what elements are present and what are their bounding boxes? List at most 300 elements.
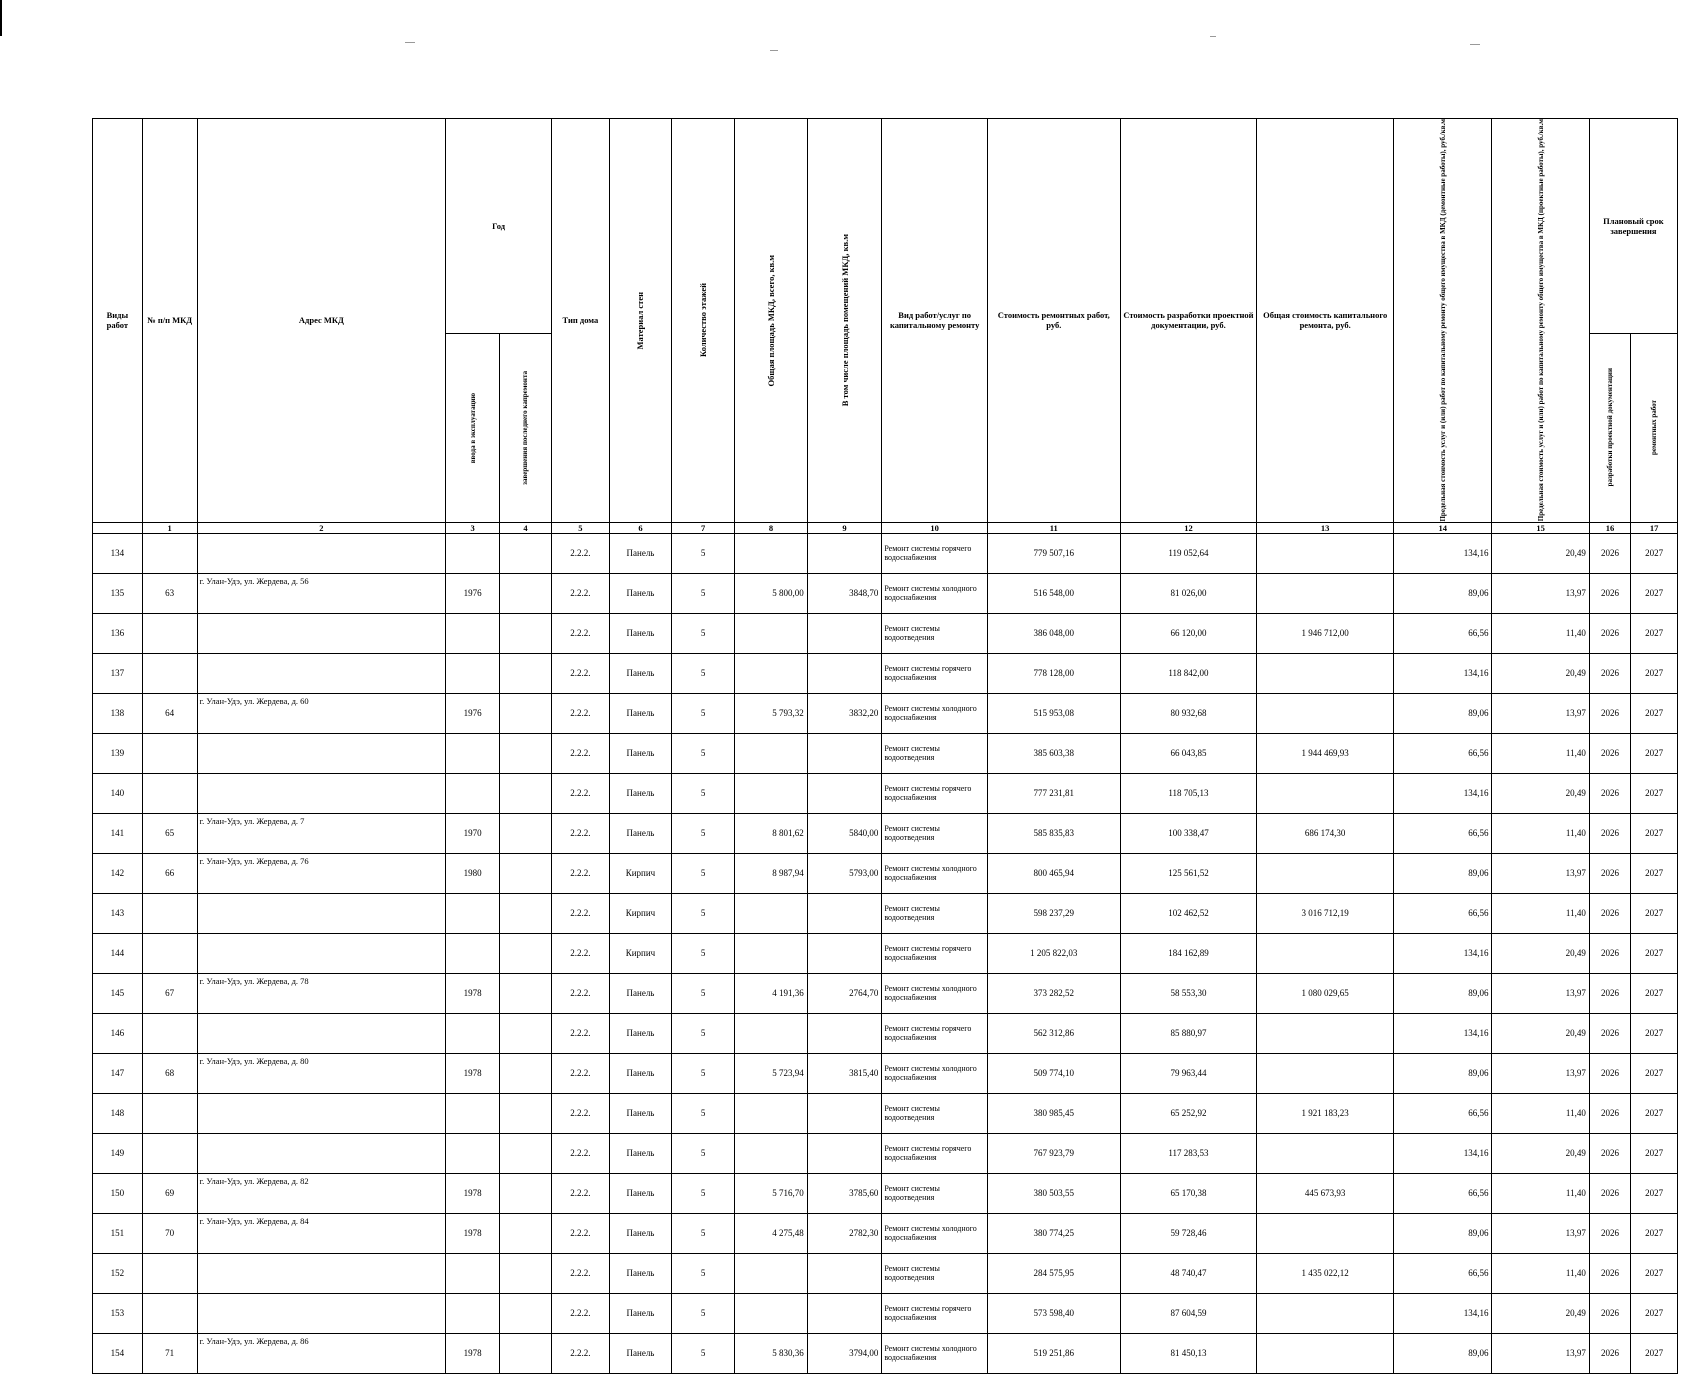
cell-limit-14: 134,16 xyxy=(1394,933,1492,973)
cell-limit-15: 13,97 xyxy=(1492,973,1589,1013)
cell-year-enter xyxy=(446,1013,500,1053)
table-row xyxy=(93,693,1678,733)
cell-wall-material: Панель xyxy=(609,1053,671,1093)
cell-n-mkd: 67 xyxy=(142,973,197,1013)
cell-year-last xyxy=(500,973,552,1013)
cell-floors: 5 xyxy=(672,853,735,893)
table-row xyxy=(93,813,1678,853)
cell-total-cost xyxy=(1257,1293,1394,1333)
cell-work-type: Ремонт системы горячего водоснабжения xyxy=(882,1133,988,1173)
cell-year-enter xyxy=(446,893,500,933)
cell-year-last xyxy=(500,1213,552,1253)
cell-house-type: 2.2.2. xyxy=(551,533,609,573)
cell-living-area: 3848,70 xyxy=(807,573,882,613)
cell-repair-cost: 380 985,45 xyxy=(987,1093,1120,1133)
capital-repair-table-sheet xyxy=(92,118,1678,1374)
cell-year-enter: 1976 xyxy=(446,573,500,613)
cell-address xyxy=(197,1293,446,1333)
cell-deadline-repair: 2027 xyxy=(1631,1213,1678,1253)
cell-repair-cost: 777 231,81 xyxy=(987,773,1120,813)
cell-repair-cost: 516 548,00 xyxy=(987,573,1120,613)
cell-year-last xyxy=(500,1093,552,1133)
cell-total-cost: 686 174,30 xyxy=(1257,813,1394,853)
cell-total-cost xyxy=(1257,773,1394,813)
cell-year-last xyxy=(500,933,552,973)
cell-design-cost: 118 705,13 xyxy=(1120,773,1257,813)
cell-limit-14: 89,06 xyxy=(1394,853,1492,893)
table-row xyxy=(93,653,1678,693)
cell-year-last xyxy=(500,893,552,933)
cell-n-mkd: 66 xyxy=(142,853,197,893)
cell-house-type: 2.2.2. xyxy=(551,773,609,813)
table-row xyxy=(93,1053,1678,1093)
cell-work-type: Ремонт системы водоотведения xyxy=(882,1173,988,1213)
cell-year-enter: 1976 xyxy=(446,693,500,733)
cell-design-cost: 48 740,47 xyxy=(1120,1253,1257,1293)
cell-work-type: Ремонт системы водоотведения xyxy=(882,1093,988,1133)
cell-limit-14: 66,56 xyxy=(1394,813,1492,853)
cell-n-mkd: 69 xyxy=(142,1173,197,1213)
cell-year-enter: 1980 xyxy=(446,853,500,893)
cell-vid: 146 xyxy=(93,1013,143,1053)
cell-deadline-repair: 2027 xyxy=(1631,1333,1678,1373)
cell-design-cost: 81 450,13 xyxy=(1120,1333,1257,1373)
cell-deadline-design: 2026 xyxy=(1589,1133,1630,1173)
table-row xyxy=(93,1213,1678,1253)
cell-vid: 136 xyxy=(93,613,143,653)
column-number-cell: 10 xyxy=(882,522,988,533)
cell-total-area: 8 987,94 xyxy=(735,853,808,893)
cell-limit-15: 13,97 xyxy=(1492,573,1589,613)
cell-limit-15: 20,49 xyxy=(1492,933,1589,973)
cell-limit-15: 20,49 xyxy=(1492,533,1589,573)
cell-total-area xyxy=(735,933,808,973)
cell-deadline-repair: 2027 xyxy=(1631,653,1678,693)
cell-total-area xyxy=(735,1293,808,1333)
cell-wall-material: Панель xyxy=(609,773,671,813)
cell-deadline-design: 2026 xyxy=(1589,773,1630,813)
cell-design-cost: 65 170,38 xyxy=(1120,1173,1257,1213)
header-vid-rabot: Виды работ xyxy=(93,119,143,523)
cell-limit-14: 89,06 xyxy=(1394,1333,1492,1373)
cell-living-area xyxy=(807,893,882,933)
cell-deadline-repair: 2027 xyxy=(1631,1173,1678,1213)
scan-artifact xyxy=(405,42,415,43)
cell-deadline-repair: 2027 xyxy=(1631,1293,1678,1333)
cell-total-cost xyxy=(1257,1213,1394,1253)
cell-deadline-design: 2026 xyxy=(1589,613,1630,653)
cell-deadline-repair: 2027 xyxy=(1631,1093,1678,1133)
cell-repair-cost: 519 251,86 xyxy=(987,1333,1120,1373)
cell-work-type: Ремонт системы горячего водоснабжения xyxy=(882,653,988,693)
cell-deadline-repair: 2027 xyxy=(1631,733,1678,773)
table-row xyxy=(93,613,1678,653)
cell-n-mkd: 65 xyxy=(142,813,197,853)
cell-n-mkd xyxy=(142,1013,197,1053)
cell-work-type: Ремонт системы холодного водоснабжения xyxy=(882,1333,988,1373)
cell-floors: 5 xyxy=(672,893,735,933)
cell-year-enter xyxy=(446,933,500,973)
table-row xyxy=(93,1133,1678,1173)
column-number-cell xyxy=(93,522,143,533)
cell-living-area xyxy=(807,1253,882,1293)
cell-limit-15: 13,97 xyxy=(1492,693,1589,733)
cell-living-area: 3815,40 xyxy=(807,1053,882,1093)
cell-vid: 152 xyxy=(93,1253,143,1293)
cell-limit-15: 13,97 xyxy=(1492,853,1589,893)
cell-limit-15: 11,40 xyxy=(1492,813,1589,853)
cell-deadline-design: 2026 xyxy=(1589,1213,1630,1253)
cell-limit-14: 89,06 xyxy=(1394,693,1492,733)
cell-wall-material: Панель xyxy=(609,533,671,573)
cell-vid: 145 xyxy=(93,973,143,1013)
cell-living-area xyxy=(807,653,882,693)
header-living-area: В том числе площадь помещений МКД, кв.м xyxy=(807,119,882,523)
cell-house-type: 2.2.2. xyxy=(551,1053,609,1093)
cell-work-type: Ремонт системы водоотведения xyxy=(882,733,988,773)
cell-house-type: 2.2.2. xyxy=(551,1013,609,1053)
cell-address xyxy=(197,773,446,813)
cell-work-type: Ремонт системы горячего водоснабжения xyxy=(882,1293,988,1333)
cell-house-type: 2.2.2. xyxy=(551,613,609,653)
cell-total-cost: 1 435 022,12 xyxy=(1257,1253,1394,1293)
cell-vid: 150 xyxy=(93,1173,143,1213)
header-floors: Количество этажей xyxy=(672,119,735,523)
column-number-cell: 11 xyxy=(987,522,1120,533)
cell-limit-15: 13,97 xyxy=(1492,1213,1589,1253)
cell-year-enter xyxy=(446,533,500,573)
cell-living-area xyxy=(807,533,882,573)
cell-deadline-repair: 2027 xyxy=(1631,1133,1678,1173)
cell-total-area: 4 275,48 xyxy=(735,1213,808,1253)
cell-wall-material: Кирпич xyxy=(609,893,671,933)
cell-n-mkd xyxy=(142,733,197,773)
cell-address: г. Улан-Удэ, ул. Жердева, д. 60 xyxy=(197,693,446,733)
cell-house-type: 2.2.2. xyxy=(551,853,609,893)
cell-wall-material: Панель xyxy=(609,613,671,653)
column-number-cell: 5 xyxy=(551,522,609,533)
cell-living-area: 3794,00 xyxy=(807,1333,882,1373)
cell-year-enter xyxy=(446,773,500,813)
cell-design-cost: 125 561,52 xyxy=(1120,853,1257,893)
column-number-cell: 1 xyxy=(142,522,197,533)
cell-design-cost: 79 963,44 xyxy=(1120,1053,1257,1093)
header-wall-material: Материал стен xyxy=(609,119,671,523)
column-number-cell: 17 xyxy=(1631,522,1678,533)
cell-floors: 5 xyxy=(672,1333,735,1373)
cell-deadline-repair: 2027 xyxy=(1631,853,1678,893)
cell-floors: 5 xyxy=(672,933,735,973)
cell-total-area: 5 716,70 xyxy=(735,1173,808,1213)
table-row xyxy=(93,773,1678,813)
cell-vid: 149 xyxy=(93,1133,143,1173)
cell-repair-cost: 573 598,40 xyxy=(987,1293,1120,1333)
header-work-type: Вид работ/услуг по капитальному ремонту xyxy=(882,119,988,523)
cell-floors: 5 xyxy=(672,573,735,613)
cell-floors: 5 xyxy=(672,533,735,573)
cell-total-cost: 1 944 469,93 xyxy=(1257,733,1394,773)
cell-total-cost xyxy=(1257,1133,1394,1173)
column-number-cell: 7 xyxy=(672,522,735,533)
cell-deadline-design: 2026 xyxy=(1589,1173,1630,1213)
cell-work-type: Ремонт системы холодного водоснабжения xyxy=(882,973,988,1013)
cell-repair-cost: 386 048,00 xyxy=(987,613,1120,653)
column-number-cell: 13 xyxy=(1257,522,1394,533)
cell-total-area xyxy=(735,1133,808,1173)
cell-deadline-design: 2026 xyxy=(1589,973,1630,1013)
cell-living-area xyxy=(807,733,882,773)
table-row xyxy=(93,733,1678,773)
header-repair-cost: Стоимость ремонтных работ, руб. xyxy=(987,119,1120,523)
cell-address xyxy=(197,1093,446,1133)
cell-total-area xyxy=(735,733,808,773)
cell-vid: 134 xyxy=(93,533,143,573)
header-year-last: завершения последнего капремонта xyxy=(500,333,552,522)
cell-house-type: 2.2.2. xyxy=(551,573,609,613)
cell-house-type: 2.2.2. xyxy=(551,933,609,973)
cell-address xyxy=(197,613,446,653)
header-deadline-design: разработки проектной документации xyxy=(1589,333,1630,522)
cell-living-area xyxy=(807,613,882,653)
cell-wall-material: Панель xyxy=(609,693,671,733)
cell-n-mkd xyxy=(142,613,197,653)
cell-limit-14: 134,16 xyxy=(1394,773,1492,813)
cell-wall-material: Панель xyxy=(609,1293,671,1333)
column-number-cell: 3 xyxy=(446,522,500,533)
cell-repair-cost: 598 237,29 xyxy=(987,893,1120,933)
cell-design-cost: 119 052,64 xyxy=(1120,533,1257,573)
cell-house-type: 2.2.2. xyxy=(551,973,609,1013)
cell-n-mkd xyxy=(142,1253,197,1293)
cell-total-cost xyxy=(1257,1053,1394,1093)
scan-artifact xyxy=(1210,36,1216,37)
cell-address: г. Улан-Удэ, ул. Жердева, д. 7 xyxy=(197,813,446,853)
cell-house-type: 2.2.2. xyxy=(551,1213,609,1253)
cell-house-type: 2.2.2. xyxy=(551,1133,609,1173)
cell-repair-cost: 767 923,79 xyxy=(987,1133,1120,1173)
cell-address xyxy=(197,1253,446,1293)
cell-work-type: Ремонт системы водоотведения xyxy=(882,1253,988,1293)
cell-deadline-repair: 2027 xyxy=(1631,1053,1678,1093)
cell-year-enter xyxy=(446,733,500,773)
cell-deadline-repair: 2027 xyxy=(1631,893,1678,933)
cell-year-enter xyxy=(446,1253,500,1293)
cell-floors: 5 xyxy=(672,1173,735,1213)
cell-work-type: Ремонт системы холодного водоснабжения xyxy=(882,1213,988,1253)
cell-total-cost xyxy=(1257,693,1394,733)
cell-year-enter: 1978 xyxy=(446,1213,500,1253)
cell-deadline-repair: 2027 xyxy=(1631,533,1678,573)
cell-total-area xyxy=(735,533,808,573)
cell-design-cost: 100 338,47 xyxy=(1120,813,1257,853)
cell-wall-material: Панель xyxy=(609,1093,671,1133)
cell-address xyxy=(197,1013,446,1053)
cell-limit-14: 89,06 xyxy=(1394,1213,1492,1253)
cell-year-enter xyxy=(446,1293,500,1333)
cell-limit-14: 66,56 xyxy=(1394,1253,1492,1293)
cell-floors: 5 xyxy=(672,733,735,773)
cell-house-type: 2.2.2. xyxy=(551,733,609,773)
cell-limit-14: 66,56 xyxy=(1394,1173,1492,1213)
cell-vid: 140 xyxy=(93,773,143,813)
cell-vid: 154 xyxy=(93,1333,143,1373)
cell-year-last xyxy=(500,1173,552,1213)
cell-floors: 5 xyxy=(672,973,735,1013)
cell-floors: 5 xyxy=(672,693,735,733)
cell-n-mkd xyxy=(142,933,197,973)
cell-deadline-repair: 2027 xyxy=(1631,1013,1678,1053)
cell-house-type: 2.2.2. xyxy=(551,1293,609,1333)
cell-deadline-design: 2026 xyxy=(1589,893,1630,933)
cell-floors: 5 xyxy=(672,1293,735,1333)
cell-limit-15: 11,40 xyxy=(1492,893,1589,933)
cell-address xyxy=(197,653,446,693)
cell-limit-15: 11,40 xyxy=(1492,1253,1589,1293)
cell-total-area xyxy=(735,773,808,813)
cell-limit-15: 20,49 xyxy=(1492,773,1589,813)
cell-deadline-design: 2026 xyxy=(1589,1013,1630,1053)
cell-repair-cost: 380 503,55 xyxy=(987,1173,1120,1213)
cell-wall-material: Кирпич xyxy=(609,853,671,893)
cell-deadline-design: 2026 xyxy=(1589,1093,1630,1133)
cell-wall-material: Панель xyxy=(609,1013,671,1053)
cell-design-cost: 81 026,00 xyxy=(1120,573,1257,613)
cell-year-enter: 1978 xyxy=(446,1333,500,1373)
cell-work-type: Ремонт системы водоотведения xyxy=(882,613,988,653)
cell-total-cost: 1 946 712,00 xyxy=(1257,613,1394,653)
column-number-cell: 2 xyxy=(197,522,446,533)
cell-limit-14: 66,56 xyxy=(1394,1093,1492,1133)
cell-limit-15: 13,97 xyxy=(1492,1333,1589,1373)
cell-design-cost: 66 120,00 xyxy=(1120,613,1257,653)
cell-work-type: Ремонт системы горячего водоснабжения xyxy=(882,533,988,573)
cell-floors: 5 xyxy=(672,1213,735,1253)
header-limit-cost-14: Предельная стоимость услуг и (или) работ по капитальному ремонту общего имущества в МКД (демонтные работы), руб./кв.м xyxy=(1394,119,1492,523)
cell-living-area: 5840,00 xyxy=(807,813,882,853)
cell-total-cost xyxy=(1257,533,1394,573)
cell-deadline-repair: 2027 xyxy=(1631,613,1678,653)
cell-design-cost: 85 880,97 xyxy=(1120,1013,1257,1053)
cell-deadline-repair: 2027 xyxy=(1631,693,1678,733)
cell-living-area xyxy=(807,1093,882,1133)
column-number-cell: 4 xyxy=(500,522,552,533)
cell-total-area: 5 793,32 xyxy=(735,693,808,733)
column-number-cell: 14 xyxy=(1394,522,1492,533)
cell-year-last xyxy=(500,1253,552,1293)
cell-deadline-design: 2026 xyxy=(1589,1333,1630,1373)
cell-work-type: Ремонт системы водоотведения xyxy=(882,813,988,853)
cell-n-mkd xyxy=(142,1293,197,1333)
scan-edge-mark xyxy=(0,0,2,36)
cell-year-last xyxy=(500,773,552,813)
cell-total-area: 8 801,62 xyxy=(735,813,808,853)
cell-limit-15: 20,49 xyxy=(1492,1013,1589,1053)
cell-vid: 153 xyxy=(93,1293,143,1333)
cell-n-mkd: 63 xyxy=(142,573,197,613)
cell-n-mkd: 68 xyxy=(142,1053,197,1093)
cell-work-type: Ремонт системы водоотведения xyxy=(882,893,988,933)
cell-total-area xyxy=(735,613,808,653)
cell-deadline-repair: 2027 xyxy=(1631,1253,1678,1293)
table-row xyxy=(93,1253,1678,1293)
cell-vid: 148 xyxy=(93,1093,143,1133)
cell-vid: 143 xyxy=(93,893,143,933)
cell-design-cost: 58 553,30 xyxy=(1120,973,1257,1013)
cell-wall-material: Панель xyxy=(609,813,671,853)
cell-limit-14: 134,16 xyxy=(1394,1293,1492,1333)
cell-design-cost: 66 043,85 xyxy=(1120,733,1257,773)
cell-wall-material: Кирпич xyxy=(609,933,671,973)
column-number-row xyxy=(93,522,1678,533)
cell-total-area xyxy=(735,893,808,933)
cell-limit-14: 66,56 xyxy=(1394,613,1492,653)
cell-living-area xyxy=(807,1133,882,1173)
column-number-cell: 9 xyxy=(807,522,882,533)
table-row xyxy=(93,853,1678,893)
cell-wall-material: Панель xyxy=(609,1173,671,1213)
cell-wall-material: Панель xyxy=(609,1133,671,1173)
cell-year-last xyxy=(500,733,552,773)
cell-deadline-design: 2026 xyxy=(1589,1053,1630,1093)
cell-floors: 5 xyxy=(672,613,735,653)
cell-n-mkd: 70 xyxy=(142,1213,197,1253)
cell-work-type: Ремонт системы горячего водоснабжения xyxy=(882,1013,988,1053)
header-house-type: Тип дома xyxy=(551,119,609,523)
cell-year-last xyxy=(500,1133,552,1173)
cell-living-area xyxy=(807,933,882,973)
cell-address xyxy=(197,1133,446,1173)
cell-house-type: 2.2.2. xyxy=(551,653,609,693)
cell-total-area xyxy=(735,1013,808,1053)
cell-year-last xyxy=(500,1013,552,1053)
table-row xyxy=(93,1173,1678,1213)
cell-wall-material: Панель xyxy=(609,573,671,613)
header-total-cost: Общая стоимость капитального ремонта, руб. xyxy=(1257,119,1394,523)
scan-artifact xyxy=(1470,44,1480,45)
cell-limit-15: 11,40 xyxy=(1492,1173,1589,1213)
cell-total-cost xyxy=(1257,1333,1394,1373)
cell-floors: 5 xyxy=(672,1053,735,1093)
cell-total-cost xyxy=(1257,1013,1394,1053)
cell-limit-15: 20,49 xyxy=(1492,1133,1589,1173)
cell-design-cost: 102 462,52 xyxy=(1120,893,1257,933)
cell-living-area: 5793,00 xyxy=(807,853,882,893)
cell-design-cost: 118 842,00 xyxy=(1120,653,1257,693)
cell-vid: 142 xyxy=(93,853,143,893)
cell-house-type: 2.2.2. xyxy=(551,1333,609,1373)
cell-year-last xyxy=(500,653,552,693)
cell-deadline-repair: 2027 xyxy=(1631,773,1678,813)
cell-total-area xyxy=(735,653,808,693)
cell-deadline-design: 2026 xyxy=(1589,693,1630,733)
cell-repair-cost: 385 603,38 xyxy=(987,733,1120,773)
cell-work-type: Ремонт системы холодного водоснабжения xyxy=(882,573,988,613)
cell-design-cost: 87 604,59 xyxy=(1120,1293,1257,1333)
cell-n-mkd: 71 xyxy=(142,1333,197,1373)
cell-address xyxy=(197,533,446,573)
cell-deadline-design: 2026 xyxy=(1589,1253,1630,1293)
cell-n-mkd xyxy=(142,653,197,693)
cell-limit-15: 13,97 xyxy=(1492,1053,1589,1093)
cell-design-cost: 65 252,92 xyxy=(1120,1093,1257,1133)
cell-wall-material: Панель xyxy=(609,1333,671,1373)
table-row xyxy=(93,1293,1678,1333)
cell-wall-material: Панель xyxy=(609,1213,671,1253)
cell-address: г. Улан-Удэ, ул. Жердева, д. 56 xyxy=(197,573,446,613)
cell-year-enter xyxy=(446,1133,500,1173)
cell-deadline-repair: 2027 xyxy=(1631,573,1678,613)
cell-deadline-design: 2026 xyxy=(1589,813,1630,853)
